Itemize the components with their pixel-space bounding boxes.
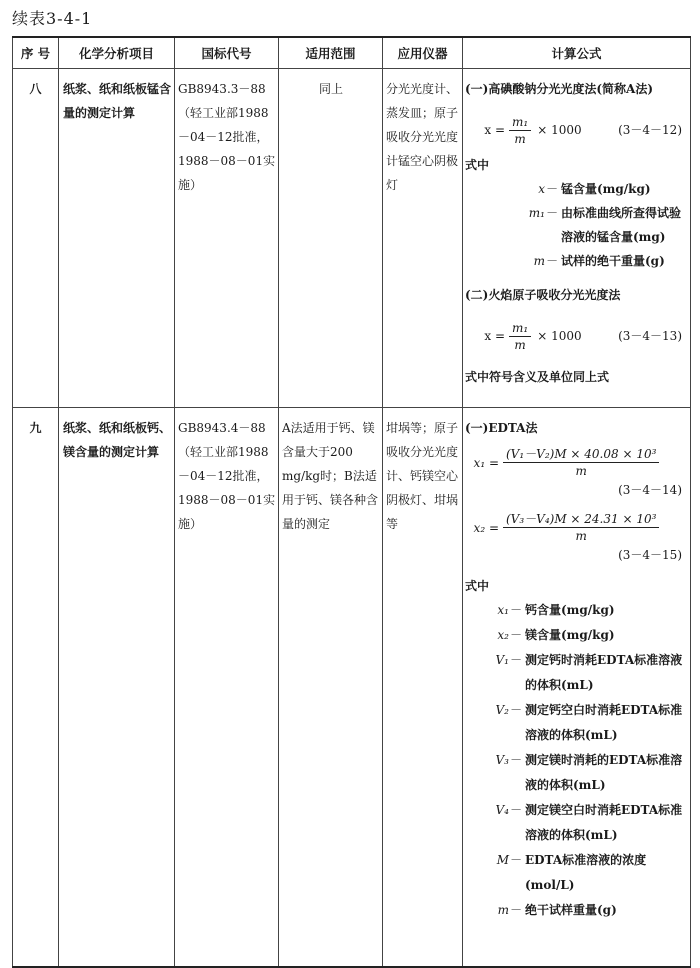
standard-code: GB8943.4－88（轻工业部1988－04－12批准，1988－08－01实施） bbox=[175, 408, 279, 968]
analysis-table bbox=[12, 36, 691, 968]
def-symbol: m₁－ bbox=[528, 206, 557, 220]
equation-number: (3－4－14) bbox=[618, 483, 682, 497]
def-symbol: V₁－ bbox=[495, 653, 521, 667]
denominator: m bbox=[514, 337, 526, 352]
definition bbox=[465, 648, 688, 698]
def-symbol: x₂－ bbox=[497, 628, 521, 642]
equation-number: (3－4－13) bbox=[618, 329, 682, 343]
numerator: m₁ bbox=[509, 114, 531, 131]
def-symbol: x－ bbox=[538, 182, 557, 196]
def-text: 测定镁时消耗的EDTA标准溶液的体积(mL) bbox=[525, 753, 683, 792]
where-label: 式中 bbox=[465, 158, 490, 172]
instrument: 分光光度计、蒸发皿；原子吸收分光光度计锰空心阴极灯 bbox=[383, 69, 463, 408]
def-symbol: x₁－ bbox=[497, 603, 521, 617]
def-text: 钙含量(mg/kg) bbox=[525, 603, 615, 617]
def-text: EDTA标准溶液的浓度(mol/L) bbox=[525, 853, 647, 892]
table-row bbox=[13, 408, 691, 968]
definition bbox=[465, 623, 688, 648]
header-formula: 计算公式 bbox=[463, 37, 691, 69]
equation-lhs: x₁ = bbox=[473, 455, 499, 470]
fraction bbox=[503, 446, 659, 479]
equation bbox=[465, 511, 688, 566]
equation-tail: × 1000 bbox=[537, 123, 582, 137]
def-text: 由标准曲线所查得试验溶液的锰含量(mg) bbox=[561, 206, 682, 244]
equation-number: (3－4－15) bbox=[618, 548, 682, 562]
row-number: 八 bbox=[13, 69, 59, 408]
def-text: 镁含量(mg/kg) bbox=[525, 628, 615, 642]
definition bbox=[465, 698, 688, 748]
def-symbol: M－ bbox=[496, 853, 521, 867]
definition bbox=[465, 848, 688, 898]
definition bbox=[465, 798, 688, 848]
method-title: (二)火焰原子吸收分光光度法 bbox=[465, 288, 621, 302]
where-label: 式中 bbox=[465, 579, 490, 593]
definition bbox=[465, 177, 688, 201]
definition bbox=[465, 748, 688, 798]
analysis-item: 纸浆、纸和纸板锰含量的测定计算 bbox=[59, 69, 175, 408]
definition bbox=[465, 898, 688, 923]
scope: 同上 bbox=[279, 69, 383, 408]
equation-number: (3－4－12) bbox=[618, 123, 682, 137]
table-caption: 续表3-4-1 bbox=[12, 9, 93, 28]
def-text: 测定镁空白时消耗EDTA标准溶液的体积(mL) bbox=[525, 803, 683, 842]
equation-lhs: x = bbox=[484, 123, 505, 137]
scope: A法适用于钙、镁含量大于200 mg/kg时；B法适用于钙、镁各种含量的测定 bbox=[279, 408, 383, 968]
equation-lhs: x = bbox=[484, 329, 505, 343]
method-title: (一)高碘酸钠分光光度法(简称A法) bbox=[465, 82, 654, 96]
method-title: (一)EDTA法 bbox=[465, 421, 538, 435]
numerator: (V₃－V₄)M × 24.31 × 10³ bbox=[503, 511, 659, 528]
def-symbol: V₃－ bbox=[495, 753, 521, 767]
def-text: 试样的绝干重量(g) bbox=[561, 254, 665, 268]
fraction bbox=[509, 114, 531, 147]
row-number: 九 bbox=[13, 408, 59, 968]
numerator: m₁ bbox=[509, 320, 531, 337]
def-text: 锰含量(mg/kg) bbox=[561, 182, 651, 196]
definition bbox=[465, 201, 688, 249]
header-num: 序 号 bbox=[13, 37, 59, 69]
instrument: 坩埚等；原子吸收分光光度计、钙镁空心阴极灯、坩埚等 bbox=[383, 408, 463, 968]
equation-lhs: x₂ = bbox=[473, 520, 499, 535]
header-item: 化学分析项目 bbox=[59, 37, 175, 69]
def-symbol: m－ bbox=[497, 903, 521, 917]
formula-cell bbox=[463, 408, 691, 968]
denominator: m bbox=[575, 464, 587, 478]
definition bbox=[465, 598, 688, 623]
fraction bbox=[503, 511, 659, 544]
analysis-item: 纸浆、纸和纸板钙、镁含量的测定计算 bbox=[59, 408, 175, 968]
def-text: 测定钙空白时消耗EDTA标准溶液的体积(mL) bbox=[525, 703, 683, 742]
def-text: 绝干试样重量(g) bbox=[525, 903, 617, 917]
header-scope: 适用范围 bbox=[279, 37, 383, 69]
equation bbox=[465, 313, 688, 359]
equation bbox=[465, 107, 688, 153]
equation bbox=[465, 446, 688, 501]
numerator: (V₁－V₂)M × 40.08 × 10³ bbox=[503, 446, 659, 463]
header-std: 国标代号 bbox=[175, 37, 279, 69]
formula-cell bbox=[463, 69, 691, 408]
fraction bbox=[509, 320, 531, 353]
denominator: m bbox=[514, 131, 526, 146]
def-symbol: V₂－ bbox=[495, 703, 521, 717]
equation-tail: × 1000 bbox=[537, 329, 582, 343]
def-symbol: m－ bbox=[533, 254, 557, 268]
header-instr: 应用仪器 bbox=[383, 37, 463, 69]
table-row bbox=[13, 69, 691, 408]
header-row bbox=[13, 37, 691, 69]
denominator: m bbox=[575, 529, 587, 543]
standard-code: GB8943.3－88（轻工业部1988－04－12批准，1988－08－01实施） bbox=[175, 69, 279, 408]
def-symbol: V₄－ bbox=[495, 803, 521, 817]
definition bbox=[465, 249, 688, 273]
def-text: 测定钙时消耗EDTA标准溶液的体积(mL) bbox=[525, 653, 683, 692]
symbol-note: 式中符号含义及单位同上式 bbox=[465, 370, 610, 384]
